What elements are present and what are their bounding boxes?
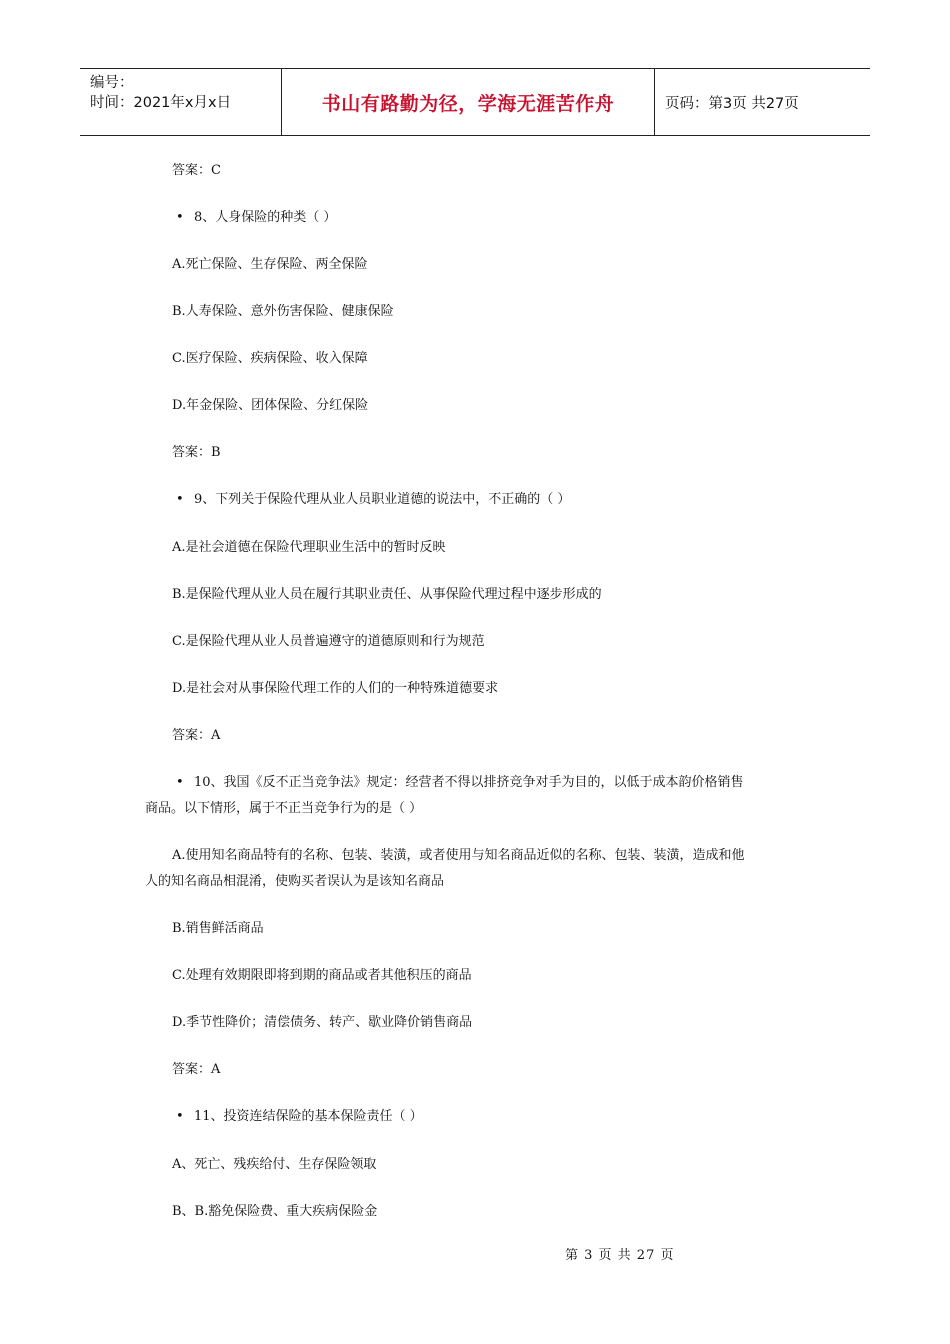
page-header bbox=[80, 68, 870, 136]
option-line: C.处理有效期限即将到期的商品或者其他积压的商品 bbox=[172, 968, 472, 983]
answer-line: 答案：C bbox=[172, 163, 221, 178]
option-line: A.是社会道德在保险代理职业生活中的暂时反映 bbox=[172, 540, 446, 555]
option-line: B.销售鲜活商品 bbox=[172, 921, 264, 936]
answer-line: 答案：A bbox=[172, 1062, 221, 1077]
option-line: A.死亡保险、生存保险、两全保险 bbox=[172, 257, 368, 272]
option-line: C.医疗保险、疾病保险、收入保障 bbox=[172, 351, 368, 366]
bullet-icon: • bbox=[176, 775, 184, 790]
question-text: 11、投资连结保险的基本保险责任（ ） bbox=[194, 1109, 423, 1124]
question-9 bbox=[176, 488, 570, 512]
page-footer: 第 3 页 共 27 页 bbox=[565, 1248, 675, 1263]
question-8 bbox=[176, 206, 336, 230]
serial-number-label: 编号： bbox=[90, 75, 134, 91]
question-text-continued: 商品。以下情形，属于不正当竞争行为的是（ ） bbox=[145, 801, 423, 816]
question-text: 8、人身保险的种类（ ） bbox=[194, 210, 337, 225]
option-line: D.是社会对从事保险代理工作的人们的一种特殊道德要求 bbox=[172, 681, 499, 696]
option-line: B.是保险代理从业人员在履行其职业责任、从事保险代理过程中逐步形成的 bbox=[172, 587, 602, 602]
question-text: 9、下列关于保险代理从业人员职业道德的说法中，不正确的（ ） bbox=[194, 492, 571, 507]
option-line: D.年金保险、团体保险、分红保险 bbox=[172, 398, 369, 413]
bullet-icon: • bbox=[176, 210, 184, 225]
bullet-icon: • bbox=[176, 492, 184, 507]
answer-line: 答案：A bbox=[172, 728, 221, 743]
option-line: A.使用知名商品特有的名称、包装、装潢，或者使用与知名商品近似的名称、包装、装潢，造成和他 bbox=[172, 848, 745, 863]
date-label: 时间：2021年x月x日 bbox=[90, 95, 232, 111]
bullet-icon: • bbox=[176, 1109, 184, 1124]
option-line-continued: 人的知名商品相混淆，使购买者误认为是该知名商品 bbox=[145, 874, 445, 889]
option-line: B、B.豁免保险费、重大疾病保险金 bbox=[172, 1204, 378, 1219]
option-line: D.季节性降价；清偿债务、转产、歇业降价销售商品 bbox=[172, 1015, 473, 1030]
header-meta-cell bbox=[80, 69, 282, 135]
question-11 bbox=[176, 1105, 423, 1129]
option-line: A、死亡、残疾给付、生存保险领取 bbox=[172, 1157, 377, 1172]
question-text: 10、我国《反不正当竞争法》规定：经营者不得以排挤竞争对手为目的，以低于成本韵价格销售 bbox=[194, 775, 744, 790]
option-line: B.人寿保险、意外伤害保险、健康保险 bbox=[172, 304, 394, 319]
question-10 bbox=[176, 771, 744, 795]
answer-line: 答案：B bbox=[172, 445, 221, 460]
header-page-number: 页码：第3页 共27页 bbox=[665, 95, 799, 112]
header-motto: 书山有路勤为径，学海无涯苦作舟 bbox=[282, 69, 655, 135]
option-line: C.是保险代理从业人员普遍遵守的道德原则和行为规范 bbox=[172, 634, 485, 649]
